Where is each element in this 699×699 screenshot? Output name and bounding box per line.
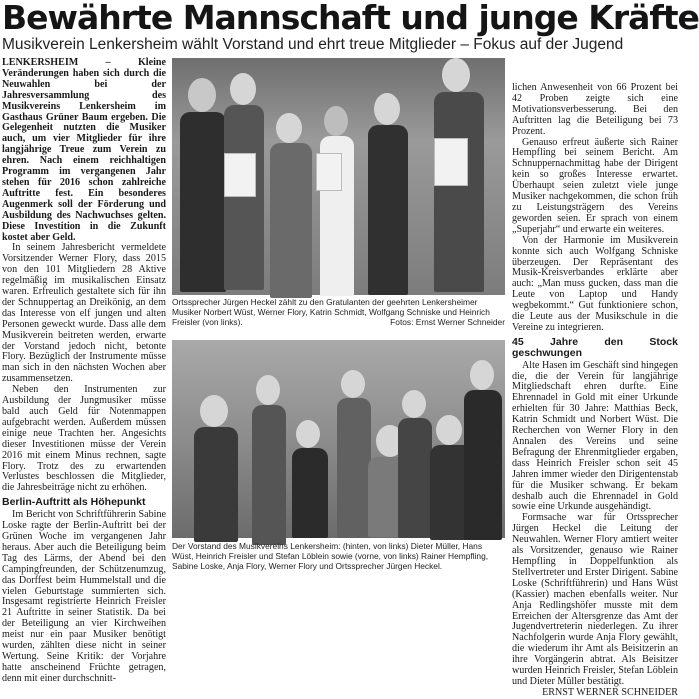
body-paragraph: lichen Anwesenheit von 66 Prozent bei 42 Proben zeigte sich eine Motivationsverbesserung. Bei den Auftritten lag die Beteiligung bei 73 Prozent.: [512, 82, 678, 137]
photo-board-caption: [172, 541, 505, 571]
article-subheadline: Musikverein Lenkersheim wählt Vorstand und ehrt treue Mitglieder – Fokus auf der Jugend: [2, 36, 624, 53]
text-column-left: [2, 57, 166, 684]
caption-text: Ortssprecher Jürgen Heckel zählt zu den Gratulanten der geehrten Lenkersheimer Musiker Norbert Wüst, Werner Flory, Katrin Schmidt, Wolfgang Schniske und Heinrich Freisler (von links).: [172, 297, 490, 327]
photo-credit: Fotos: Ernst Werner Schneider: [390, 317, 505, 327]
body-paragraph: In seinem Jahresbericht vermeldete Vorsitzender Werner Flory, dass 2015 von den 101 Mitgliedern 28 Aktive regelmäßig im musikalischen Einsatz waren. Erfreulich gestaltete sich für ihn der Schnuppertag an Dreikönig, an dem das Interesse von elf jungen und alten Personen geweckt wurde. Dass alle dem Musikverein beitreten werden, erwarte der Vorstand jedoch nicht, betonte Flory. Bezüglich der Instrumente müsse man sich in den nächsten Wochen aber zusammensetzen.: [2, 242, 166, 385]
body-paragraph: Neben den Instrumenten zur Ausbildung der Jungmusiker müsse bald auch Geld für Notenmappen aufgebracht werden. Außerdem müssen einige neue Trachten her. Angesichts dieser Investitionen müsse der Verein 2016 mit einem Minus rechnen, sagte Flory. Trotz des zu erwartenden Verlustes beschlossen die Mitglieder, die Jahresbeiträge nicht zu erhöhen.: [2, 384, 166, 494]
body-paragraph: Formsache war für Ortssprecher Jürgen Heckel die Leitung der Neuwahlen. Werner Flory amtiert weiter als Vorsitzender, genauso wie Rainer Hempfling in Doppelfunktion als Stellvertreter und Erster Dirigent. Sabine Loske (Schriftführerin) und Hans Wüst (Kassier) machen ebenfalls weiter. Nur Anja Redlingshöfer musste mit dem Erreichen der Altersgrenze das Amt der Jugendvertreterin niederlegen. Zu ihrer Nachfolgerin wurde Anja Flory gewählt, die wiederum ihr Amt als Beisitzerin an ihre Vorgängerin abtrat. Als Beisitzer wurden Heinrich Freisler, Stefan Löblein und Dieter Müller bestätigt.: [512, 512, 678, 687]
body-paragraph: Genauso erfreut äußerte sich Rainer Hempfling bei seinem Bericht. Am Schnuppernachmittag habe der Dirigent kein so großes Interesse erwartet. Überhaupt seien zuletzt viele junge Musiker nachgekommen, die schon früh zu Leistungsträgern des Vereins geworden seien. Er sprach von einem „Superjahr“ und erwarte ein weiteres.: [512, 136, 678, 235]
body-paragraph: Im Bericht von Schriftführerin Sabine Loske ragte der Berlin-Auftritt bei der Grünen Woche im vergangenen Jahr heraus. Aber auch die Beteiligung beim Tag des Lärms, der Abend bei den Campingfreunden, der Schützenumzug, das Dorffest beim Hummelstall und die vielen Geburtstage summierten sich. Insgesamt registrierte Heinrich Freisler 21 Auftritte in seiner Statistik. Da bei der Beteiligung an vier Kirchweihen meist nur ein paar Musiker benötigt wurden, zählten diese nicht in seiner Wertung. Seine Kritik: der Vorjahre hatte anscheinend Früchte getragen, denn mit einer durchschnitt-: [2, 509, 166, 684]
section-heading: Berlin-Auftritt als Höhepunkt: [2, 496, 146, 509]
lead-paragraph: LENKERSHEIM – Kleine Veränderungen haben sich durch die Neuwahlen bei der Jahresversammlung des Musikvereins Lenkersheim im Gasthaus Grüner Baum ergeben. Die Gelegenheit nutzten die Musiker auch, um vier Mitglieder für ihre langjährige Treue zum Verein zu ehren. Nach einem reichhaltigen Programm im vergangenen Jahr stehen für 2016 schon zahlreiche Auftritte fest. Ein besonderes Augenmerk soll der Förderung und Ausbildung des Nachwuchses gelten. Diese Investition in die Zukunft kostet aber Geld.: [2, 57, 166, 243]
article-headline: Bewährte Mannschaft und junge Kräfte: [2, 0, 699, 37]
section-heading: 45 Jahre den Stock geschwungen: [512, 335, 678, 359]
body-paragraph: Von der Harmonie im Musikverein konnte sich auch Wolfgang Schniske überzeugen. Der Repräsentant des Musik-Kreisverbandes erklärte aber auch: „Man muss gucken, dass man die Leute von Laptop und Handy wegbekommt.“ Gut funktioniere schon, die Leute aus der Musikschule in die Vereine zu integrieren.: [512, 234, 678, 333]
photo-honorees: [172, 58, 505, 295]
body-paragraph: Alte Hasen im Geschäft sind hingegen die, die der Verein für langjährige Mitgliedschaft ehren durfte. Eine Ehrennadel in Gold mit einer Urkunde erhielten für 30 Jahre: Matthias Beck, Katrin Schmidt und Norbert Wüst. Die Recherchen von Werner Flory in den Annalen des Vereins und seine Befragung der Ehrenmitglieder ergaben, dass Heinrich Freisler schon seit 45 Jahren immer wieder den Dirigentenstab für die Musiker schwang. Er bekam deshalb auch die Ehrennadel in Gold sowie eine Urkunde ausgehändigt.: [512, 359, 678, 513]
author-signature: ERNST WERNER SCHNEIDER: [542, 686, 678, 698]
photo-honorees-caption: [172, 297, 505, 327]
text-column-right: [512, 82, 678, 698]
caption-text: Der Vorstand des Musikvereins Lenkersheim: (hinten, von links) Dieter Müller, Hans Wüst, Heinrich Freisler und Stefan Löblein sowie (vorne, von links) Rainer Hempfling, Sabine Loske, Anja Flory, Werner Flory und Ortssprecher Jürgen Heckel.: [172, 541, 489, 571]
photo-board: [172, 340, 505, 538]
